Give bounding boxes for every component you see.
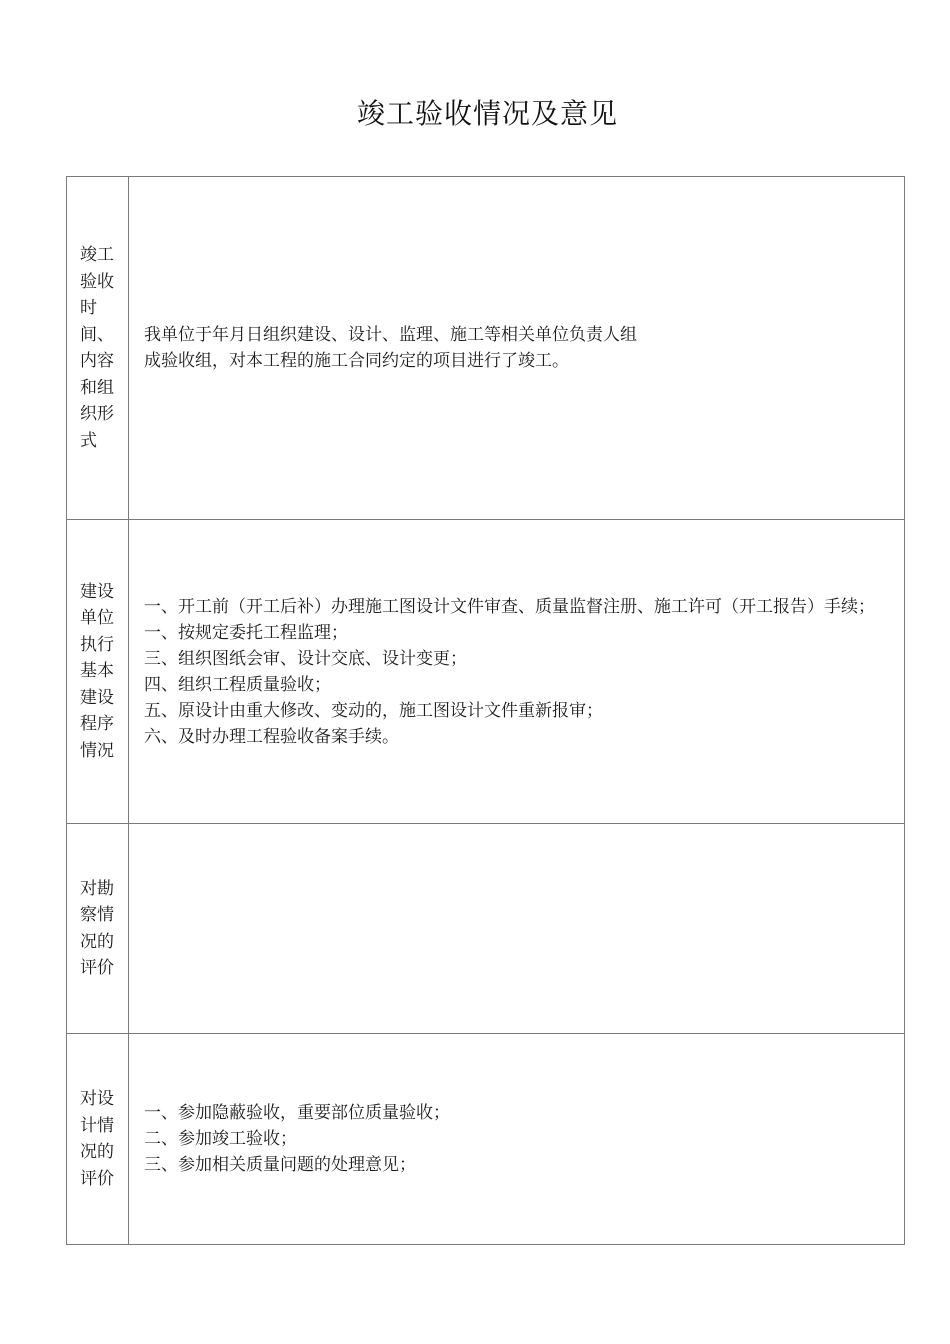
- row-content-cell: [129, 520, 905, 824]
- list-item: 一、按规定委托工程监理；: [144, 622, 348, 643]
- acceptance-form-table: [66, 176, 905, 1245]
- table-row: [67, 520, 905, 824]
- list-item: 一、参加隐蔽验收，重要部位质量验收；: [144, 1103, 450, 1123]
- table-row: [67, 1034, 905, 1245]
- table-row: [67, 824, 905, 1034]
- row-label-cell: [67, 520, 129, 824]
- list-item: 五、原设计由重大修改、变动的，施工图设计文件重新报审；: [144, 700, 603, 721]
- row-label-construction-procedure: 建设单位执行基本建设程序情况: [80, 581, 114, 761]
- list-item: 三、参加相关质量问题的处理意见；: [144, 1155, 416, 1175]
- row-content-cell: [129, 1034, 905, 1245]
- row-label-design-evaluation: 对设计情况的评价: [80, 1089, 114, 1189]
- row-label-cell: [67, 1034, 129, 1245]
- list-item: 四、组织工程质量验收；: [144, 674, 331, 695]
- document-title: 竣工验收情况及意见: [356, 97, 618, 130]
- list-item: 二、参加竣工验收；: [144, 1129, 297, 1149]
- list-item: 三、组织图纸会审、设计交底、设计变更；: [144, 648, 467, 669]
- row-label-survey-evaluation: 对勘察情况的评价: [80, 878, 114, 978]
- row-content-cell: [129, 824, 905, 1034]
- list-item: 六、及时办理工程验收备案手续。: [144, 726, 399, 747]
- row-label-acceptance-time: 竣工验收时间、内容和组织形式: [80, 245, 114, 451]
- row-label-cell: [67, 177, 129, 520]
- content-line: 成验收组，对本工程的施工合同约定的项目进行了竣工。: [144, 351, 569, 371]
- content-line: 我单位于年月日组织建设、设计、监理、施工等相关单位负责人组: [144, 325, 637, 345]
- row-content-cell: [129, 177, 905, 520]
- table-row: [67, 177, 905, 520]
- list-item: 一、开工前（开工后补）办理施工图设计文件审查、质量监督注册、施工许可（开工报告）手续；: [144, 596, 875, 617]
- row-label-cell: [67, 824, 129, 1034]
